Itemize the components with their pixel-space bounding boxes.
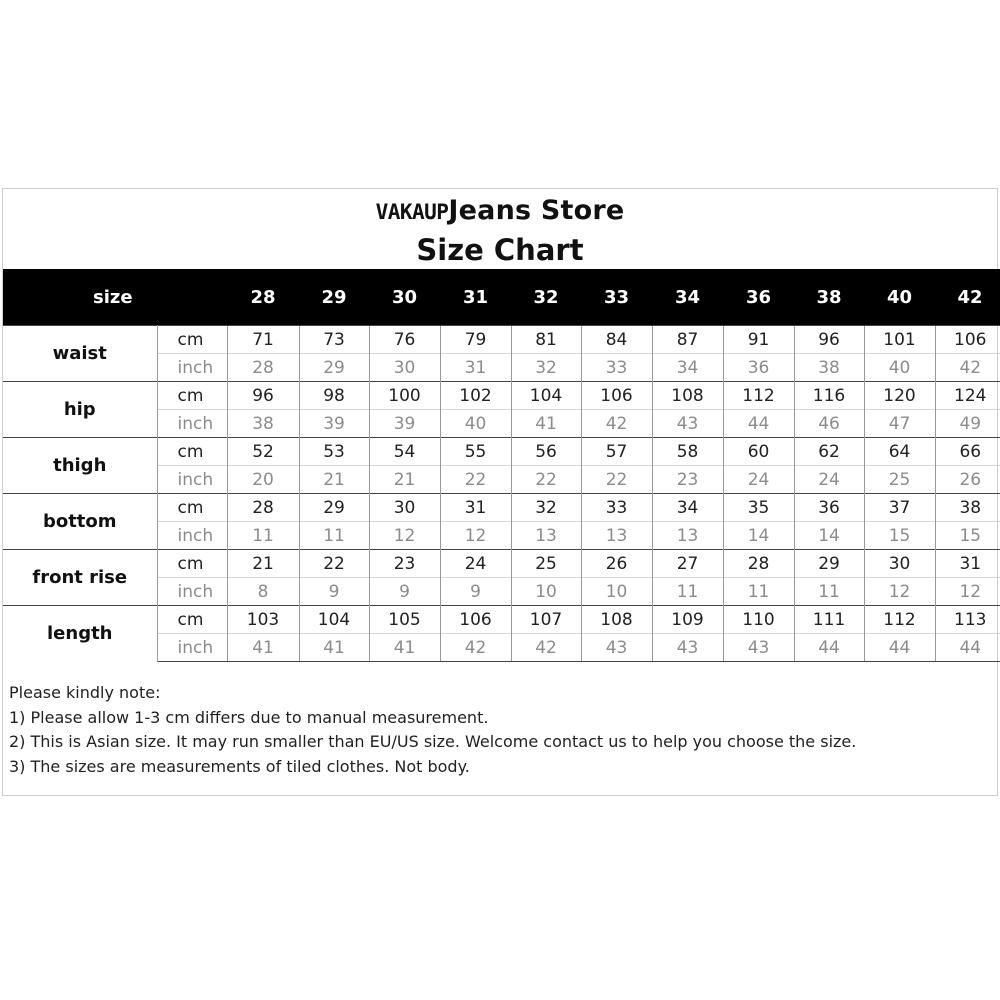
cm-value-cell: 21 [227,550,299,578]
unit-label-inch: inch [157,354,227,382]
row-hip-cm [3,382,1000,410]
inch-value-cell: 22 [440,466,511,494]
cm-value-cell: 58 [652,438,723,466]
inch-value-cell: 12 [440,522,511,550]
cm-value-cell: 25 [511,550,581,578]
inch-value-cell: 13 [581,522,652,550]
size-header-label: size [3,269,227,326]
row-thigh-cm [3,438,1000,466]
inch-value-cell: 31 [440,354,511,382]
unit-label-inch: inch [157,634,227,662]
inch-value-cell: 10 [511,578,581,606]
inch-value-cell: 28 [227,354,299,382]
cm-value-cell: 30 [369,494,440,522]
inch-value-cell: 41 [511,410,581,438]
cm-value-cell: 32 [511,494,581,522]
cm-value-cell: 31 [935,550,1000,578]
note-item: 3) The sizes are measurements of tiled clothes. Not body. [9,756,470,776]
inch-value-cell: 43 [723,634,794,662]
cm-value-cell: 53 [299,438,369,466]
cm-value-cell: 100 [369,382,440,410]
cm-value-cell: 106 [440,606,511,634]
size-header-cell: 31 [440,269,511,326]
cm-value-cell: 36 [794,494,864,522]
inch-value-cell: 44 [723,410,794,438]
inch-value-cell: 36 [723,354,794,382]
cm-value-cell: 38 [935,494,1000,522]
inch-value-cell: 42 [935,354,1000,382]
inch-value-cell: 22 [581,466,652,494]
cm-value-cell: 107 [511,606,581,634]
cm-value-cell: 29 [299,494,369,522]
size-header-cell: 30 [369,269,440,326]
inch-value-cell: 13 [511,522,581,550]
cm-value-cell: 60 [723,438,794,466]
inch-value-cell: 8 [227,578,299,606]
cm-value-cell: 102 [440,382,511,410]
cm-value-cell: 120 [864,382,935,410]
inch-value-cell: 13 [652,522,723,550]
cm-value-cell: 73 [299,326,369,354]
inch-value-cell: 44 [935,634,1000,662]
inch-value-cell: 42 [511,634,581,662]
cm-value-cell: 106 [935,326,1000,354]
brand-logo: VAKAUP [375,200,449,224]
size-header-cell: 42 [935,269,1000,326]
inch-value-cell: 38 [794,354,864,382]
cm-value-cell: 71 [227,326,299,354]
unit-label-inch: inch [157,410,227,438]
size-header-cell: 38 [794,269,864,326]
notes [9,681,856,779]
size-header-cell: 32 [511,269,581,326]
inch-value-cell: 21 [369,466,440,494]
cm-value-cell: 112 [864,606,935,634]
cm-value-cell: 66 [935,438,1000,466]
cm-value-cell: 110 [723,606,794,634]
cm-value-cell: 101 [864,326,935,354]
cm-value-cell: 33 [581,494,652,522]
cm-value-cell: 37 [864,494,935,522]
inch-value-cell: 29 [299,354,369,382]
cm-value-cell: 76 [369,326,440,354]
inch-value-cell: 24 [794,466,864,494]
notes-heading: Please kindly note: [9,683,161,702]
cm-value-cell: 35 [723,494,794,522]
inch-value-cell: 12 [935,578,1000,606]
cm-value-cell: 26 [581,550,652,578]
cm-value-cell: 64 [864,438,935,466]
cm-value-cell: 56 [511,438,581,466]
inch-value-cell: 42 [440,634,511,662]
size-chart-card [2,188,998,796]
cm-value-cell: 112 [723,382,794,410]
size-header-cell: 33 [581,269,652,326]
inch-value-cell: 49 [935,410,1000,438]
cm-value-cell: 96 [794,326,864,354]
row-waist-cm [3,326,1000,354]
inch-value-cell: 20 [227,466,299,494]
cm-value-cell: 27 [652,550,723,578]
cm-value-cell: 105 [369,606,440,634]
inch-value-cell: 11 [299,522,369,550]
cm-value-cell: 98 [299,382,369,410]
inch-value-cell: 11 [652,578,723,606]
inch-value-cell: 34 [652,354,723,382]
inch-value-cell: 21 [299,466,369,494]
inch-value-cell: 43 [652,634,723,662]
inch-value-cell: 14 [723,522,794,550]
inch-value-cell: 43 [652,410,723,438]
cm-value-cell: 84 [581,326,652,354]
inch-value-cell: 46 [794,410,864,438]
cm-value-cell: 79 [440,326,511,354]
inch-value-cell: 12 [864,578,935,606]
note-item: 2) This is Asian size. It may run smaller than EU/US size. Welcome contact us to help you choose the size. [9,732,857,751]
size-table-body [3,326,1000,662]
cm-value-cell: 109 [652,606,723,634]
inch-value-cell: 12 [369,522,440,550]
cm-value-cell: 103 [227,606,299,634]
size-table [3,269,1000,662]
inch-value-cell: 11 [227,522,299,550]
size-header-cell: 28 [227,269,299,326]
inch-value-cell: 11 [723,578,794,606]
inch-value-cell: 25 [864,466,935,494]
measurement-name: front rise [3,550,157,606]
cm-value-cell: 96 [227,382,299,410]
inch-value-cell: 9 [440,578,511,606]
note-item: 1) Please allow 1-3 cm differs due to manual measurement. [9,707,489,727]
size-header-cell: 34 [652,269,723,326]
measurement-name: hip [3,382,157,438]
inch-value-cell: 11 [794,578,864,606]
cm-value-cell: 91 [723,326,794,354]
measurement-name: waist [3,326,157,382]
size-header-row [3,269,1000,326]
unit-label-inch: inch [157,578,227,606]
cm-value-cell: 22 [299,550,369,578]
inch-value-cell: 42 [581,410,652,438]
unit-label-cm: cm [157,606,227,634]
inch-value-cell: 44 [794,634,864,662]
inch-value-cell: 39 [369,410,440,438]
cm-value-cell: 108 [652,382,723,410]
unit-label-cm: cm [157,550,227,578]
inch-value-cell: 33 [581,354,652,382]
inch-value-cell: 23 [652,466,723,494]
cm-value-cell: 23 [369,550,440,578]
inch-value-cell: 15 [864,522,935,550]
inch-value-cell: 30 [369,354,440,382]
cm-value-cell: 124 [935,382,1000,410]
cm-value-cell: 31 [440,494,511,522]
inch-value-cell: 41 [299,634,369,662]
inch-value-cell: 22 [511,466,581,494]
cm-value-cell: 111 [794,606,864,634]
store-name: Jeans Store [448,195,625,226]
cm-value-cell: 113 [935,606,1000,634]
cm-value-cell: 104 [299,606,369,634]
unit-label-cm: cm [157,382,227,410]
unit-label-cm: cm [157,438,227,466]
inch-value-cell: 10 [581,578,652,606]
measurement-name: bottom [3,494,157,550]
inch-value-cell: 38 [227,410,299,438]
measurement-name: thigh [3,438,157,494]
measurement-name: length [3,606,157,662]
inch-value-cell: 40 [864,354,935,382]
cm-value-cell: 54 [369,438,440,466]
size-header-cell: 36 [723,269,794,326]
row-length-cm [3,606,1000,634]
cm-value-cell: 87 [652,326,723,354]
inch-value-cell: 26 [935,466,1000,494]
cm-value-cell: 34 [652,494,723,522]
cm-value-cell: 57 [581,438,652,466]
cm-value-cell: 28 [723,550,794,578]
unit-label-inch: inch [157,466,227,494]
unit-label-inch: inch [157,522,227,550]
size-header-cell: 40 [864,269,935,326]
inch-value-cell: 41 [369,634,440,662]
row-front-rise-cm [3,550,1000,578]
inch-value-cell: 40 [440,410,511,438]
row-bottom-cm [3,494,1000,522]
cm-value-cell: 55 [440,438,511,466]
cm-value-cell: 116 [794,382,864,410]
inch-value-cell: 47 [864,410,935,438]
inch-value-cell: 41 [227,634,299,662]
inch-value-cell: 39 [299,410,369,438]
cm-value-cell: 81 [511,326,581,354]
inch-value-cell: 24 [723,466,794,494]
unit-label-cm: cm [157,326,227,354]
size-header-cell: 29 [299,269,369,326]
cm-value-cell: 62 [794,438,864,466]
inch-value-cell: 14 [794,522,864,550]
cm-value-cell: 24 [440,550,511,578]
cm-value-cell: 28 [227,494,299,522]
inch-value-cell: 43 [581,634,652,662]
cm-value-cell: 52 [227,438,299,466]
unit-label-cm: cm [157,494,227,522]
inch-value-cell: 15 [935,522,1000,550]
page-title: Size Chart [416,233,584,267]
store-title [3,195,997,226]
cm-value-cell: 29 [794,550,864,578]
cm-value-cell: 108 [581,606,652,634]
inch-value-cell: 44 [864,634,935,662]
cm-value-cell: 30 [864,550,935,578]
inch-value-cell: 9 [299,578,369,606]
inch-value-cell: 32 [511,354,581,382]
inch-value-cell: 9 [369,578,440,606]
cm-value-cell: 104 [511,382,581,410]
cm-value-cell: 106 [581,382,652,410]
